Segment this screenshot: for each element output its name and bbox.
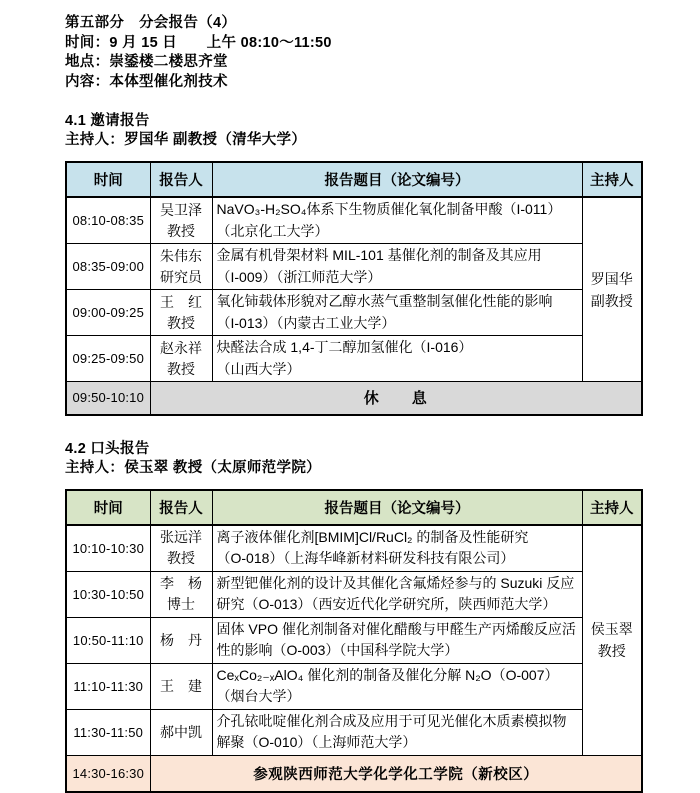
speaker-cell: [150, 336, 212, 382]
table-row: [66, 244, 642, 290]
talk-title-cell: [212, 290, 582, 336]
section-oral-talks: [65, 440, 641, 793]
talk-title-line2: （O-018）（上海华峰新材料研发科技有限公司）: [217, 548, 578, 570]
talk-title-line2: （I-013）（内蒙古工业大学）: [217, 313, 578, 335]
time-cell: 14:30-16:30: [66, 755, 150, 792]
speaker-title: 教授: [155, 548, 208, 569]
header-title: 报告题目（论文编号）: [212, 162, 582, 197]
speaker-cell: [150, 617, 212, 663]
header-chair: 主持人: [582, 162, 642, 197]
table-header-row: [66, 162, 642, 197]
talk-title-cell: [212, 571, 582, 617]
table-row: [66, 617, 642, 663]
chair-title: 教授: [587, 640, 638, 662]
oral-talks-table: [65, 489, 643, 793]
speaker-name: 吴卫泽: [155, 200, 208, 221]
table-row: [66, 525, 642, 572]
time-cell: 10:10-10:30: [66, 525, 150, 572]
talk-title-line1: 金属有机骨架材料 MIL-101 基催化剂的制备及其应用: [217, 245, 578, 267]
talk-title-cell: [212, 244, 582, 290]
chair-name: 罗国华: [587, 268, 638, 290]
section-chair-line: 主持人：罗国华 副教授（清华大学）: [65, 131, 641, 150]
table-row: [66, 709, 642, 755]
speaker-name: 王 红: [155, 292, 208, 313]
speaker-cell: [150, 709, 212, 755]
break-row: [66, 382, 642, 415]
talk-title-line1: 固体 VPO 催化剂制备对催化醋酸与甲醛生产丙烯酸反应活: [217, 619, 578, 641]
talk-title-line2: 研究（O-013）（西安近代化学研究所，陕西师范大学）: [217, 594, 578, 616]
section-invited-talks: [65, 112, 641, 416]
speaker-name: 朱伟东: [155, 246, 208, 267]
time-cell: 08:10-08:35: [66, 197, 150, 244]
time-cell: 11:30-11:50: [66, 709, 150, 755]
table-row: [66, 197, 642, 244]
speaker-name: 张远洋: [155, 527, 208, 548]
header-time: 时间: [66, 162, 150, 197]
header-time: 时间: [66, 490, 150, 525]
time-cell: 09:25-09:50: [66, 336, 150, 382]
speaker-name: 郝中凯: [155, 722, 208, 743]
break-label: 休 息: [150, 382, 642, 415]
time-cell: 11:10-11:30: [66, 663, 150, 709]
chair-title: 副教授: [587, 290, 638, 312]
speaker-cell: [150, 571, 212, 617]
talk-title-cell: [212, 709, 582, 755]
talk-title-cell: [212, 197, 582, 244]
speaker-name: 李 杨: [155, 573, 208, 594]
table-row: [66, 336, 642, 382]
doc-time-line: 时间：9 月 15 日 上午 08:10～11:50: [65, 34, 641, 54]
talk-title-line1: 炔醛法合成 1,4-丁二醇加氢催化（I-016）: [217, 337, 578, 359]
talk-title-cell: [212, 663, 582, 709]
speaker-cell: [150, 525, 212, 572]
speaker-title: 研究员: [155, 267, 208, 288]
header-speaker: 报告人: [150, 162, 212, 197]
invited-talks-table: [65, 161, 643, 416]
time-cell: 09:50-10:10: [66, 382, 150, 415]
time-cell: 10:30-10:50: [66, 571, 150, 617]
talk-title-line2: 解聚（O-010）（上海师范大学）: [217, 732, 578, 754]
talk-title-cell: [212, 617, 582, 663]
speaker-name: 杨 丹: [155, 630, 208, 651]
speaker-cell: [150, 244, 212, 290]
talk-title-line2: 性的影响（O-003）（中国科学院大学）: [217, 640, 578, 662]
speaker-title: 博士: [155, 594, 208, 615]
talk-title-line1: NaVO₃-H₂SO₄体系下生物质催化氧化制备甲酸（I-011）: [217, 199, 578, 221]
table-row: [66, 663, 642, 709]
header-title: 报告题目（论文编号）: [212, 490, 582, 525]
speaker-title: 教授: [155, 313, 208, 334]
talk-title-line1: 离子液体催化剂[BMIM]Cl/RuCl₂ 的制备及性能研究: [217, 527, 578, 549]
visit-label: 参观陕西师范大学化学化工学院（新校区）: [150, 755, 642, 792]
chair-cell: [582, 197, 642, 382]
talk-title-line2: （I-009）（浙江师范大学）: [217, 267, 578, 289]
speaker-cell: [150, 290, 212, 336]
chair-cell: [582, 525, 642, 756]
section-chair-line: 主持人：侯玉翠 教授（太原师范学院）: [65, 459, 641, 478]
talk-title-line2: （烟台大学）: [217, 686, 578, 708]
visit-row: [66, 755, 642, 792]
speaker-name: 王 建: [155, 676, 208, 697]
time-cell: 09:00-09:25: [66, 290, 150, 336]
speaker-cell: [150, 197, 212, 244]
doc-content-line: 内容：本体型催化剂技术: [65, 73, 641, 93]
doc-title: 第五部分 分会报告（4）: [65, 14, 641, 34]
section-heading: 4.2 口头报告: [65, 440, 641, 459]
doc-header: [65, 14, 641, 92]
talk-title-line1: 氧化铈载体形貌对乙醇水蒸气重整制氢催化性能的影响: [217, 291, 578, 313]
speaker-name: 赵永祥: [155, 338, 208, 359]
header-speaker: 报告人: [150, 490, 212, 525]
talk-title-cell: [212, 336, 582, 382]
chair-name: 侯玉翠: [587, 618, 638, 640]
talk-title-line2: （北京化工大学）: [217, 221, 578, 243]
time-cell: 10:50-11:10: [66, 617, 150, 663]
talk-title-line1: 新型钯催化剂的设计及其催化含氟烯烃参与的 Suzuki 反应: [217, 573, 578, 595]
talk-title-line1: CeₓCo₂₋ₓAlO₄ 催化剂的制备及催化分解 N₂O（O-007）: [217, 665, 578, 687]
header-chair: 主持人: [582, 490, 642, 525]
time-cell: 08:35-09:00: [66, 244, 150, 290]
speaker-cell: [150, 663, 212, 709]
talk-title-line2: （山西大学）: [217, 359, 578, 381]
speaker-title: 教授: [155, 359, 208, 380]
talk-title-cell: [212, 525, 582, 572]
table-row: [66, 290, 642, 336]
speaker-title: 教授: [155, 221, 208, 242]
talk-title-line1: 介孔铱吡啶催化剂合成及应用于可见光催化木质素模拟物: [217, 711, 578, 733]
section-heading: 4.1 邀请报告: [65, 112, 641, 131]
table-row: [66, 571, 642, 617]
doc-location-line: 地点：崇鋈楼二楼思齐堂: [65, 53, 641, 73]
table-header-row: [66, 490, 642, 525]
